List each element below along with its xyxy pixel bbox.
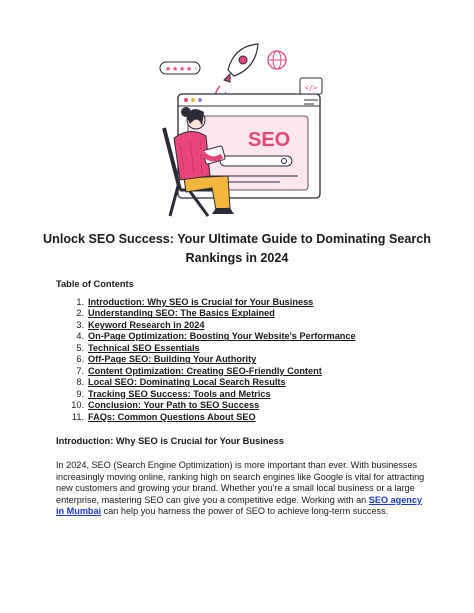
toc-item-link[interactable]: Understanding SEO: The Basics Explained (88, 308, 275, 319)
intro-paragraph (56, 460, 426, 518)
seo-agency-link[interactable]: SEO agency in Mumbai (56, 494, 423, 517)
toc-item[interactable] (56, 343, 386, 354)
title-line-1: Unlock SEO Success: Your Ultimate Guide to Dominating Search (43, 232, 431, 246)
title-line-2: Rankings in 2024 (185, 251, 289, 265)
rating-badge (160, 62, 200, 74)
toc-item[interactable] (56, 320, 386, 331)
toc-item-number: 5. (76, 342, 84, 353)
para-text-after-link: can help you harness the power of SEO to achieve long-term success. (101, 506, 389, 517)
toc-item[interactable] (56, 308, 386, 319)
toc-item-link[interactable]: Introduction: Why SEO is Crucial for Your Business (88, 297, 314, 307)
search-bar-illustration (220, 156, 292, 166)
document-title (40, 230, 434, 268)
star-icon: ★ (172, 65, 179, 73)
toc-item-number: 6. (76, 354, 84, 365)
para-text-before-link: In 2024, SEO (Search Engine Optimization) is more important than ever. With businesses increasingly moving online, ranking high on search engines like Google is vital for attracting new customers and growing your brand. Whether you're a small local business or a large enterprise, mastering SEO can give you a competitive edge. Working with an (56, 460, 425, 505)
toc-item[interactable] (56, 331, 386, 342)
toc-item[interactable] (56, 366, 386, 377)
toc-item-number: 11. (71, 411, 84, 422)
star-icon: ★ (193, 65, 200, 73)
toc-item-number: 9. (76, 388, 84, 399)
toc-heading: Table of Contents (56, 279, 134, 289)
table-of-contents (56, 297, 386, 423)
toc-item-link[interactable]: Local SEO: Dominating Local Search Results (88, 377, 286, 388)
toc-item-number: 7. (76, 365, 84, 376)
toc-item-link[interactable]: FAQs: Common Questions About SEO (88, 411, 256, 422)
section-heading: Introduction: Why SEO is Crucial for Your Business (56, 436, 284, 446)
toc-item-number: 1. (76, 297, 84, 307)
toc-item-number: 3. (76, 319, 84, 330)
star-icon: ★ (186, 65, 193, 73)
toc-item[interactable] (56, 412, 386, 423)
toc-item[interactable] (56, 354, 386, 365)
toc-item[interactable] (56, 297, 386, 308)
seo-hero-illustration (150, 40, 350, 218)
toc-item[interactable] (56, 400, 386, 411)
toc-item-link[interactable]: On-Page Optimization: Boosting Your Website's Performance (88, 331, 356, 342)
toc-item-link[interactable]: Content Optimization: Creating SEO-Friendly Content (88, 365, 322, 376)
toc-item[interactable] (56, 389, 386, 400)
toc-item-link[interactable]: Off-Page SEO: Building Your Authority (88, 354, 257, 365)
star-icon: ★ (165, 65, 172, 73)
toc-item-link[interactable]: Tracking SEO Success: Tools and Metrics (88, 388, 271, 399)
toc-item-number: 2. (76, 308, 84, 319)
toc-item-link[interactable]: Technical SEO Essentials (88, 342, 200, 353)
toc-item[interactable] (56, 377, 386, 388)
toc-item-link[interactable]: Conclusion: Your Path to SEO Success (88, 400, 260, 411)
globe-icon (268, 51, 286, 69)
svg-text:</>: </> (304, 84, 318, 92)
toc-item-number: 10. (71, 400, 84, 411)
seo-badge-text: SEO (248, 129, 291, 151)
toc-item-number: 8. (76, 377, 84, 388)
star-icon: ★ (179, 65, 186, 73)
toc-item-number: 4. (76, 331, 84, 342)
toc-item-link[interactable]: Keyword Research in 2024 (88, 319, 205, 330)
